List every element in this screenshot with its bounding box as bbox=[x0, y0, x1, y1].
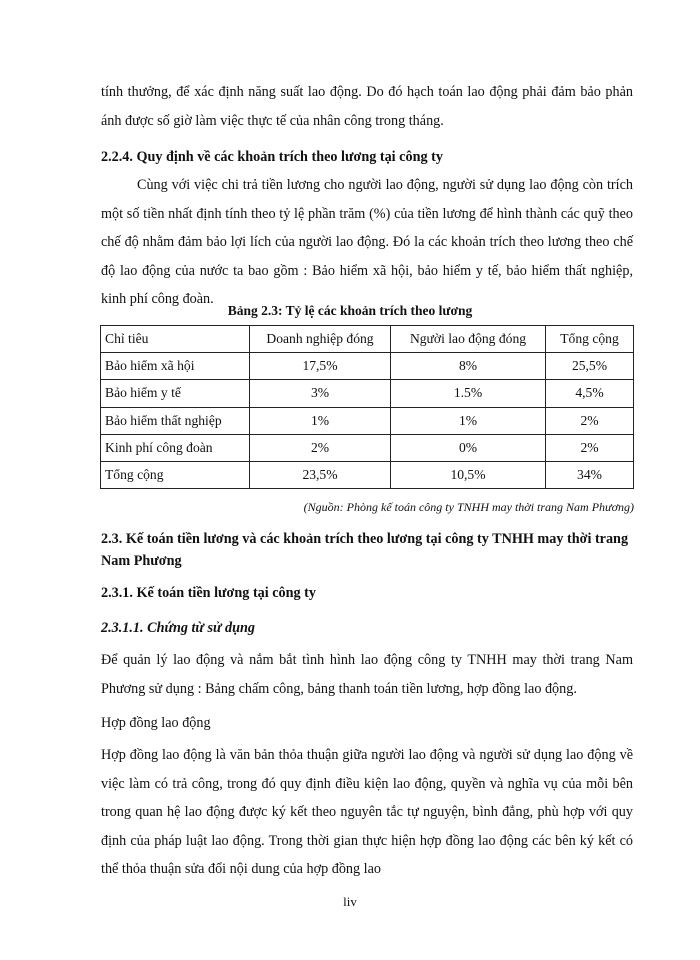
table-cell: 2% bbox=[546, 434, 634, 461]
table-header-row bbox=[101, 326, 634, 353]
table-cell: 34% bbox=[546, 461, 634, 488]
table-cell: 1% bbox=[391, 407, 546, 434]
table-cell: 0% bbox=[391, 434, 546, 461]
section-heading-2-2-4: 2.2.4. Quy định về các khoản trích theo lương tại công ty bbox=[101, 149, 443, 165]
paragraph-continuation: tính thưởng, để xác định năng suất lao động. Do đó hạch toán lao động phải đảm bảo phản ánh được số giờ làm việc thực tế của nhân công trong tháng. bbox=[101, 84, 633, 129]
paragraph-contract-definition: Hợp đồng lao động là văn bản thỏa thuận giữa người lao động và người sử dụng lao động về việc làm có trả công, trong đó quy định điều kiện lao động, quyền và nghĩa vụ của mỗi bên trong quan hệ lao động được ký kết theo nguyên tắc tự nguyện, bình đẳng, phù hợp với quy định của pháp luật lao động. Trong thời gian thực hiện hợp đồng lao động các bên ký kết có thể thỏa thuận sửa đổi nội dung của hợp đồng lao bbox=[101, 747, 633, 877]
paragraph-documents-used: Để quản lý lao động và nắm bắt tình hình lao động công ty TNHH may thời trang Nam Phương sử dụng : Bảng chấm công, bảng thanh toán tiền lương, hợp đồng lao động. bbox=[101, 652, 633, 697]
paragraph-deductions: Cùng với việc chi trả tiền lương cho người lao động, người sử dụng lao động còn trích một số tiền nhất định tính theo tỷ lệ phần trăm (%) của tiền lương để hình thành các quỹ theo chế độ nhằm đảm bảo lợi lích của người lao động. Đó la các khoản trích theo lương theo chế độ lao động của nước ta bao gồm : Bảo hiểm xã hội, bảo hiểm y tế, bảo hiểm thất nghiệp, kinh phí công đoàn. bbox=[101, 177, 633, 307]
deductions-table bbox=[100, 325, 634, 489]
table-cell: 3% bbox=[250, 380, 391, 407]
table-row bbox=[101, 434, 634, 461]
section-heading-2-3-1-1: 2.3.1.1. Chứng từ sử dụng bbox=[101, 620, 256, 636]
table-cell: 25,5% bbox=[546, 353, 634, 380]
table-cell: Bảo hiểm y tế bbox=[101, 380, 250, 407]
table-cell: 4,5% bbox=[546, 380, 634, 407]
table-row bbox=[101, 407, 634, 434]
table-cell: 8% bbox=[391, 353, 546, 380]
header-cell: Người lao động đóng bbox=[391, 326, 546, 353]
header-cell: Tổng cộng bbox=[546, 326, 634, 353]
table-caption: Bảng 2.3: Tỷ lệ các khoản trích theo lương bbox=[227, 303, 473, 318]
table-cell: 10,5% bbox=[391, 461, 546, 488]
table-cell: 1% bbox=[250, 407, 391, 434]
table-cell: Bảo hiểm xã hội bbox=[101, 353, 250, 380]
section-heading-2-3-1: 2.3.1. Kế toán tiền lương tại công ty bbox=[101, 585, 316, 601]
header-cell: Chỉ tiêu bbox=[101, 326, 250, 353]
table-cell: Tổng cộng bbox=[101, 461, 250, 488]
table-row bbox=[101, 353, 634, 380]
header-cell: Doanh nghiệp đóng bbox=[250, 326, 391, 353]
table-cell: 1.5% bbox=[391, 380, 546, 407]
table-cell: 17,5% bbox=[250, 353, 391, 380]
table-row bbox=[101, 461, 634, 488]
table-cell: 2% bbox=[250, 434, 391, 461]
table-cell: 2% bbox=[546, 407, 634, 434]
table-cell: Bảo hiểm thất nghiệp bbox=[101, 407, 250, 434]
table-source-note: (Nguồn: Phòng kế toán công ty TNHH may thời trang Nam Phương) bbox=[303, 500, 634, 514]
section-heading-2-3: 2.3. Kế toán tiền lương và các khoản trích theo lương tại công ty TNHH may thời trang Nam Phương bbox=[101, 531, 629, 569]
page-number: liv bbox=[343, 894, 357, 909]
paragraph-contract-label: Hợp đồng lao động bbox=[101, 715, 211, 731]
table-row bbox=[101, 380, 634, 407]
table-cell: 23,5% bbox=[250, 461, 391, 488]
table-cell: Kinh phí công đoàn bbox=[101, 434, 250, 461]
